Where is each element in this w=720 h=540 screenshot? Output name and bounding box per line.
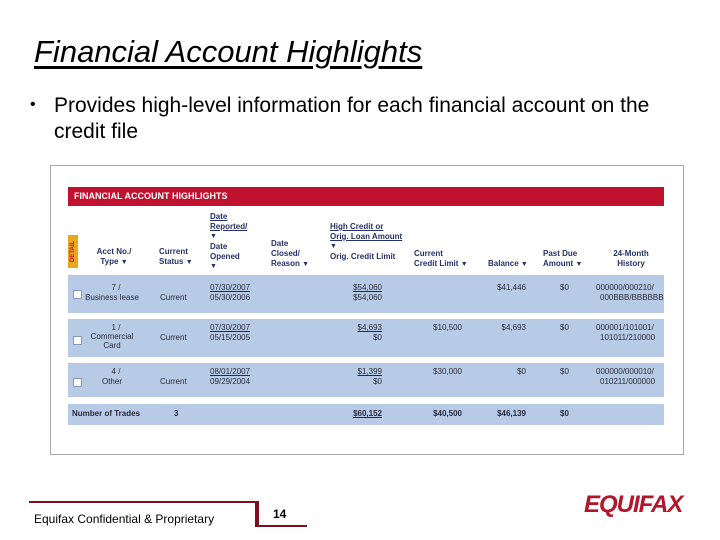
orig-limit: $0 (373, 333, 382, 342)
balance: $4,693 (501, 323, 526, 332)
account-highlights-panel (68, 187, 664, 439)
totals-balance: $46,139 (497, 409, 526, 418)
totals-limit: $40,500 (433, 409, 462, 418)
sort-triangle-icon: ▼ (520, 261, 528, 268)
acct-type: Other (101, 377, 122, 386)
sort-triangle-icon: ▼ (120, 259, 128, 266)
sort-triangle-icon: ▼ (302, 261, 310, 268)
high-credit[interactable]: $4,693 (357, 323, 382, 332)
acct-no: 7 / (111, 283, 121, 292)
footer-text: Equifax Confidential & Proprietary (34, 512, 215, 526)
past-due: $0 (560, 323, 569, 332)
history-line-2: 010211/000000 (600, 377, 656, 386)
col-past-due[interactable]: Past Due Amount ▼ (543, 249, 583, 268)
totals-past-due: $0 (560, 409, 569, 418)
status: Current (160, 293, 187, 302)
acct-type-line-1: Commercial (90, 332, 134, 341)
balance: $41,446 (497, 283, 526, 292)
date-opened: 05/30/2006 (210, 293, 251, 302)
table-row[interactable] (68, 319, 664, 357)
panel-header: FINANCIAL ACCOUNT HIGHLIGHTS (68, 187, 664, 206)
table-row[interactable] (68, 363, 664, 397)
totals-high-credit[interactable]: $60,152 (353, 409, 382, 418)
detail-tab[interactable]: DETAIL (68, 235, 78, 268)
col-acct-type[interactable]: Acct No./ Type ▼ (96, 247, 132, 266)
page-number: 14 (273, 507, 287, 521)
table-row[interactable] (68, 275, 664, 313)
acct-type: Business lease (85, 293, 139, 302)
date-reported[interactable]: 07/30/2007 (210, 323, 251, 332)
totals-count: 3 (174, 409, 179, 418)
col-limit[interactable]: Current Credit Limit ▼ (414, 249, 468, 268)
col-balance[interactable]: Balance ▼ (488, 259, 528, 268)
credit-limit: $10,500 (433, 323, 462, 332)
sort-triangle-icon: ▼ (575, 261, 583, 268)
history-line-2: 000BBB/BBBBBB (600, 293, 664, 302)
date-opened: 09/29/2004 (210, 377, 251, 386)
col-dates[interactable]: Date Reported/ ▼ Date Opened ▼ (210, 212, 266, 272)
sort-triangle-icon: ▼ (185, 259, 193, 266)
credit-limit: $30,000 (433, 367, 462, 376)
equifax-logo: EQUIFAX (584, 491, 683, 518)
high-credit[interactable]: $1,399 (357, 367, 382, 376)
row-checkbox[interactable] (73, 290, 82, 299)
screenshot-frame (50, 165, 684, 455)
orig-limit: $54,060 (353, 293, 382, 302)
totals-label: Number of Trades (72, 409, 141, 418)
past-due: $0 (560, 283, 569, 292)
date-opened: 05/15/2005 (210, 333, 251, 342)
row-checkbox[interactable] (73, 378, 82, 387)
row-checkbox[interactable] (73, 336, 82, 345)
col-history[interactable]: 24-Month History (613, 249, 649, 268)
bullet-text: Provides high-level information for each financial account on the credit file (54, 94, 650, 143)
sort-triangle-icon: ▼ (330, 243, 337, 250)
col-credit[interactable]: High Credit or Orig. Loan Amount ▼ Orig. Credit Limit (330, 222, 420, 262)
bullet-dot: • (30, 96, 36, 113)
history-line-1: 000000/000210/ (596, 283, 654, 292)
acct-no: 4 / (111, 367, 121, 376)
status: Current (160, 377, 187, 386)
sort-triangle-icon: ▼ (210, 233, 217, 240)
totals-row (68, 404, 664, 425)
past-due: $0 (560, 367, 569, 376)
acct-no: 1 / (111, 323, 121, 332)
acct-type-line-2: Card (103, 341, 121, 350)
sort-triangle-icon: ▼ (210, 263, 217, 270)
date-reported[interactable]: 07/30/2007 (210, 283, 251, 292)
status: Current (160, 333, 187, 342)
history-line-1: 000001/101001/ (596, 323, 654, 332)
history-line-1: 000000/000010/ (596, 367, 654, 376)
col-closed[interactable]: Date Closed/ Reason ▼ (271, 239, 310, 268)
sort-triangle-icon: ▼ (460, 261, 468, 268)
column-header-row (68, 206, 664, 271)
balance: $0 (517, 367, 526, 376)
date-reported[interactable]: 08/01/2007 (210, 367, 251, 376)
history-line-2: 101011/210000 (600, 333, 656, 342)
orig-limit: $0 (373, 377, 382, 386)
col-status[interactable]: Current Status ▼ (159, 247, 193, 266)
slide-title: Financial Account Highlights (34, 34, 423, 69)
high-credit[interactable]: $54,060 (353, 283, 382, 292)
